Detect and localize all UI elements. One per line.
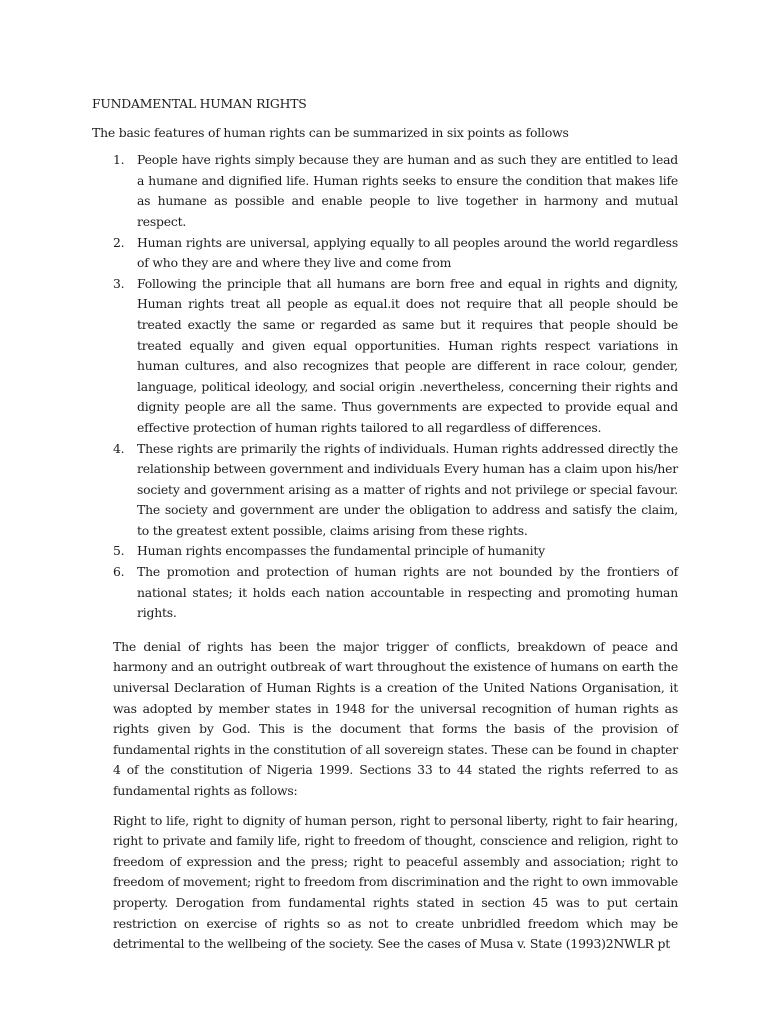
list-item xyxy=(92,150,678,232)
list-item xyxy=(92,233,678,274)
list-item-number: 5. xyxy=(113,543,125,559)
list-item-number: 4. xyxy=(113,440,125,456)
list-item-text: Human rights are universal, applying equally to all peoples around the world regardless of who they are and where they live and come from xyxy=(137,234,678,271)
features-list xyxy=(92,150,678,624)
list-item-number: 2. xyxy=(113,234,125,250)
list-item-text: Following the principle that all humans are born free and equal in rights and dignity, Human rights treat all people as equal.it does not require that all people should be treated exactly the same or regarded as same but it requires that people should be treated equally and given equal opportunities. Human rights respect variations in human cultures, and also recognizes that people are different in race colour, gender, language, political ideology, and social origin .nevertheless, concerning their rights and dignity people are all the same. Thus governments are expected to provide equal and effective protection of human rights tailored to all regardless of differences. xyxy=(137,275,678,435)
list-item-text: Human rights encompasses the fundamental principle of humanity xyxy=(137,543,545,559)
list-item xyxy=(92,562,678,624)
list-item-number: 1. xyxy=(113,152,125,168)
intro-text: The basic features of human rights can be summarized in six points as follows xyxy=(92,124,569,140)
list-item-number: 6. xyxy=(113,564,125,580)
body-paragraph-denial-of-rights: The denial of rights has been the major trigger of conflicts, breakdown of peace and harmony and an outright outbreak of wart throughout the existence of humans on earth the universal Declaration of Human Rights is a creation of the United Nations Organisation, it was adopted by member states in 1948 for the universal recognition of human rights as rights given by God. This is the document that forms the basis of the provision of fundamental rights in the constitution of all sovereign states. These can be found in chapter 4 of the constitution of Nigeria 1999. Sections 33 to 44 stated the rights referred to as fundamental rights as follows: xyxy=(113,638,678,798)
list-item-text: These rights are primarily the rights of individuals. Human rights addressed directly the relationship between government and individuals Every human has a claim upon his/her society and government arising as a matter of rights and not privilege or special favour. The society and government are under the obligation to address and satisfy the claim, to the greatest extent possible, claims arising from these rights. xyxy=(137,440,678,538)
list-item-number: 3. xyxy=(113,275,125,291)
list-item xyxy=(92,439,678,542)
list-item xyxy=(92,274,678,439)
body-paragraph-rights-list: Right to life, right to dignity of human person, right to personal liberty, right to fair hearing, right to private and family life, right to freedom of thought, conscience and religion, right to freedom of expression and the press; right to peaceful assembly and association; right to freedom of movement; right to freedom from discrimination and the right to own immovable property. Derogation from fundamental rights stated in section 45 was to put certain restriction on exercise of rights so as not to create unbridled freedom which may be detrimental to the wellbeing of the society. See the cases of Musa v. State (1993)2NWLR pt xyxy=(113,812,678,952)
list-item-text: The promotion and protection of human rights are not bounded by the frontiers of national states; it holds each nation accountable in respecting and promoting human rights. xyxy=(137,564,678,621)
document-page xyxy=(92,94,678,964)
list-item-text: People have rights simply because they are human and as such they are entitled to lead a humane and dignified life. Human rights seeks to ensure the condition that makes life as humane as possible and enable people to live together in harmony and mutual respect. xyxy=(137,152,678,229)
document-title: FUNDAMENTAL HUMAN RIGHTS xyxy=(92,96,307,111)
list-item xyxy=(92,541,678,562)
